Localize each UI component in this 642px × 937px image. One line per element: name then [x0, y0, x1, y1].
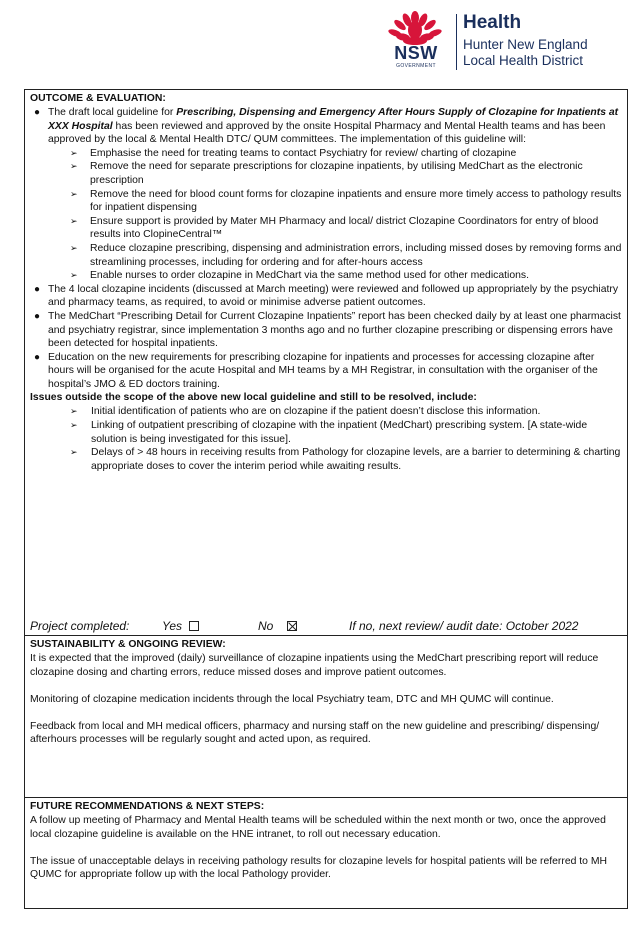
arrow-icon: ➢: [70, 406, 78, 417]
org-name-line2: Local Health District: [463, 53, 584, 68]
list-item-text: Linking of outpatient prescribing of clozapine with the inpatient (MedChart) prescribing system. [A state-wide solution is being investigated for this issue].: [91, 420, 588, 445]
arrow-icon: ➢: [70, 242, 78, 253]
list-item-text: Remove the need for blood count forms for clozapine inpatients and ensure more timely access to pathology results for inpatient dispensing: [90, 188, 622, 214]
health-wordmark: Health: [463, 12, 522, 33]
outcome-bullet-report: [30, 310, 622, 351]
list-item-text: Remove the need for separate prescriptions for clozapine inpatients, by utilising MedChart as the electronic prescription: [90, 161, 583, 186]
outcome-evaluation-section: [25, 90, 627, 635]
arrow-icon: ➢: [70, 270, 78, 281]
arrow-icon: ➢: [70, 188, 78, 199]
logo-divider: [456, 14, 457, 70]
project-completed-row: [25, 618, 627, 635]
report-frame: [24, 89, 628, 909]
guideline-points-list: [30, 147, 622, 283]
list-item: [30, 215, 622, 242]
next-review-date: If no, next review/ audit date: October 2022: [349, 619, 579, 633]
issues-list: [30, 405, 622, 473]
list-item: [30, 405, 622, 419]
nsw-health-logo: [380, 10, 630, 72]
yes-label: Yes: [162, 619, 183, 633]
guideline-approval-text: has been reviewed and approved by the onsite Hospital Pharmacy and Mental Health teams and has been approved by the local & Mental Health DTC/ QUM committees. The implementation of this guideline will:: [48, 120, 606, 146]
yes-checkbox[interactable]: [189, 621, 199, 631]
bullet-icon: ●: [34, 310, 41, 322]
outcome-bullet-education: [30, 351, 622, 392]
future-recommendations-section: [25, 797, 627, 908]
no-checkbox-checked[interactable]: [287, 621, 297, 631]
sustainability-paragraph: It is expected that the improved (daily) surveillance of clozapine inpatients using the MedChart prescribing report will reduce clozapine dosing and charting errors, reduce missed doses and improve patient outcomes.: [30, 653, 599, 678]
sustainability-heading: SUSTAINABILITY & ONGOING REVIEW:: [30, 639, 226, 650]
list-item: [30, 147, 622, 161]
list-item: [30, 446, 622, 473]
education-text: Education on the new requirements for prescribing clozapine for inpatients and processes for accessing clozapine after hours will be organised for the acute Hospital and MH teams by a MH Registrar, in consultation with the organiser of the hospital’s JMO & ED doctors training.: [48, 351, 598, 390]
list-item-text: Emphasise the need for treating teams to contact Psychiatry for review/ charting of clozapine: [90, 147, 517, 159]
arrow-icon: ➢: [70, 215, 78, 226]
project-completed-label: Project completed:: [30, 619, 130, 633]
list-item-text: Initial identification of patients who are on clozapine if the patient doesn’t disclose this information.: [91, 406, 541, 418]
arrow-icon: ➢: [70, 420, 78, 431]
report-text: The MedChart “Prescribing Detail for Current Clozapine Inpatients” report has been checked daily by at least one pharmacist and psychiatry registrar, since implementation 3 months ago and no further clozapine prescribing or dispensing errors have been detected for hospital inpatients.: [48, 310, 621, 350]
arrow-icon: ➢: [70, 161, 78, 172]
list-item-text: Delays of > 48 hours in receiving results from Pathology for clozapine levels, are a barrier to determining & charting appropriate doses to cover the interim period while awaiting results.: [91, 447, 621, 472]
outcome-bullet-list: [30, 106, 622, 391]
future-heading: FUTURE RECOMMENDATIONS & NEXT STEPS:: [30, 801, 265, 812]
future-paragraph: A follow up meeting of Pharmacy and Mental Health teams will be scheduled within the next month or two, once the approved local clozapine guideline is available on the HNE intranet, to roll out necessary education.: [30, 815, 606, 840]
sustainability-section: [25, 635, 627, 797]
bullet-icon: ●: [34, 107, 41, 118]
list-item-text: Ensure support is provided by Mater MH Pharmacy and local/ district Clozapine Coordinators for entry of blood results into ClopineCentral™: [90, 215, 599, 241]
issues-heading: Issues outside the scope of the above new local guideline and still to be resolved, include:: [30, 392, 477, 404]
list-item: [30, 419, 622, 446]
list-item-text: Reduce clozapine prescribing, dispensing and administration errors, including missed doses by removing forms and streamlining processes, including for ordering and for after-hours access: [90, 242, 622, 268]
future-paragraph: The issue of unacceptable delays in receiving pathology results for clozapine levels for hospital patients will be referred to MH QUMC for appropriate follow up with the local Pathology provider.: [30, 855, 607, 881]
bullet-icon: ●: [34, 283, 41, 295]
waratah-icon: [388, 10, 442, 46]
list-item-text: Enable nurses to order clozapine in MedChart via the same method used for other medications.: [90, 270, 529, 282]
org-name-line1: Hunter New England: [463, 37, 588, 52]
incidents-text: The 4 local clozapine incidents (discussed at March meeting) were reviewed and followed up appropriately by the psychiatry and pharmacy teams, as required, to avoid or minimise adverse patient outcomes.: [48, 283, 619, 309]
list-item: [30, 160, 622, 187]
arrow-icon: ➢: [70, 147, 78, 158]
government-wordmark: GOVERNMENT: [396, 63, 436, 69]
list-item: [30, 242, 622, 269]
guideline-title: Prescribing, Dispensing and Emergency After Hours Supply of Clozapine for Inpatients at XXX Hospital: [48, 107, 619, 132]
arrow-icon: ➢: [70, 447, 78, 458]
bullet-icon: ●: [34, 351, 41, 363]
list-item: [30, 188, 622, 215]
sustainability-paragraph: Feedback from local and MH medical officers, pharmacy and nursing staff on the new guideline and prescribing/ dispensing/ afterhours processes will be regularly sought and acted upon, as required.: [30, 720, 600, 746]
nsw-wordmark: NSW: [394, 43, 438, 63]
outcome-heading: OUTCOME & EVALUATION:: [30, 93, 166, 104]
guideline-intro-text: The draft local guideline for: [48, 107, 177, 118]
no-label: No: [258, 619, 274, 633]
sustainability-paragraph: Monitoring of clozapine medication incidents through the local Psychiatry team, DTC and MH QUMC will continue.: [30, 693, 554, 705]
outcome-bullet-incidents: [30, 283, 622, 310]
outcome-bullet-guideline: [30, 106, 622, 283]
list-item: [30, 269, 622, 283]
